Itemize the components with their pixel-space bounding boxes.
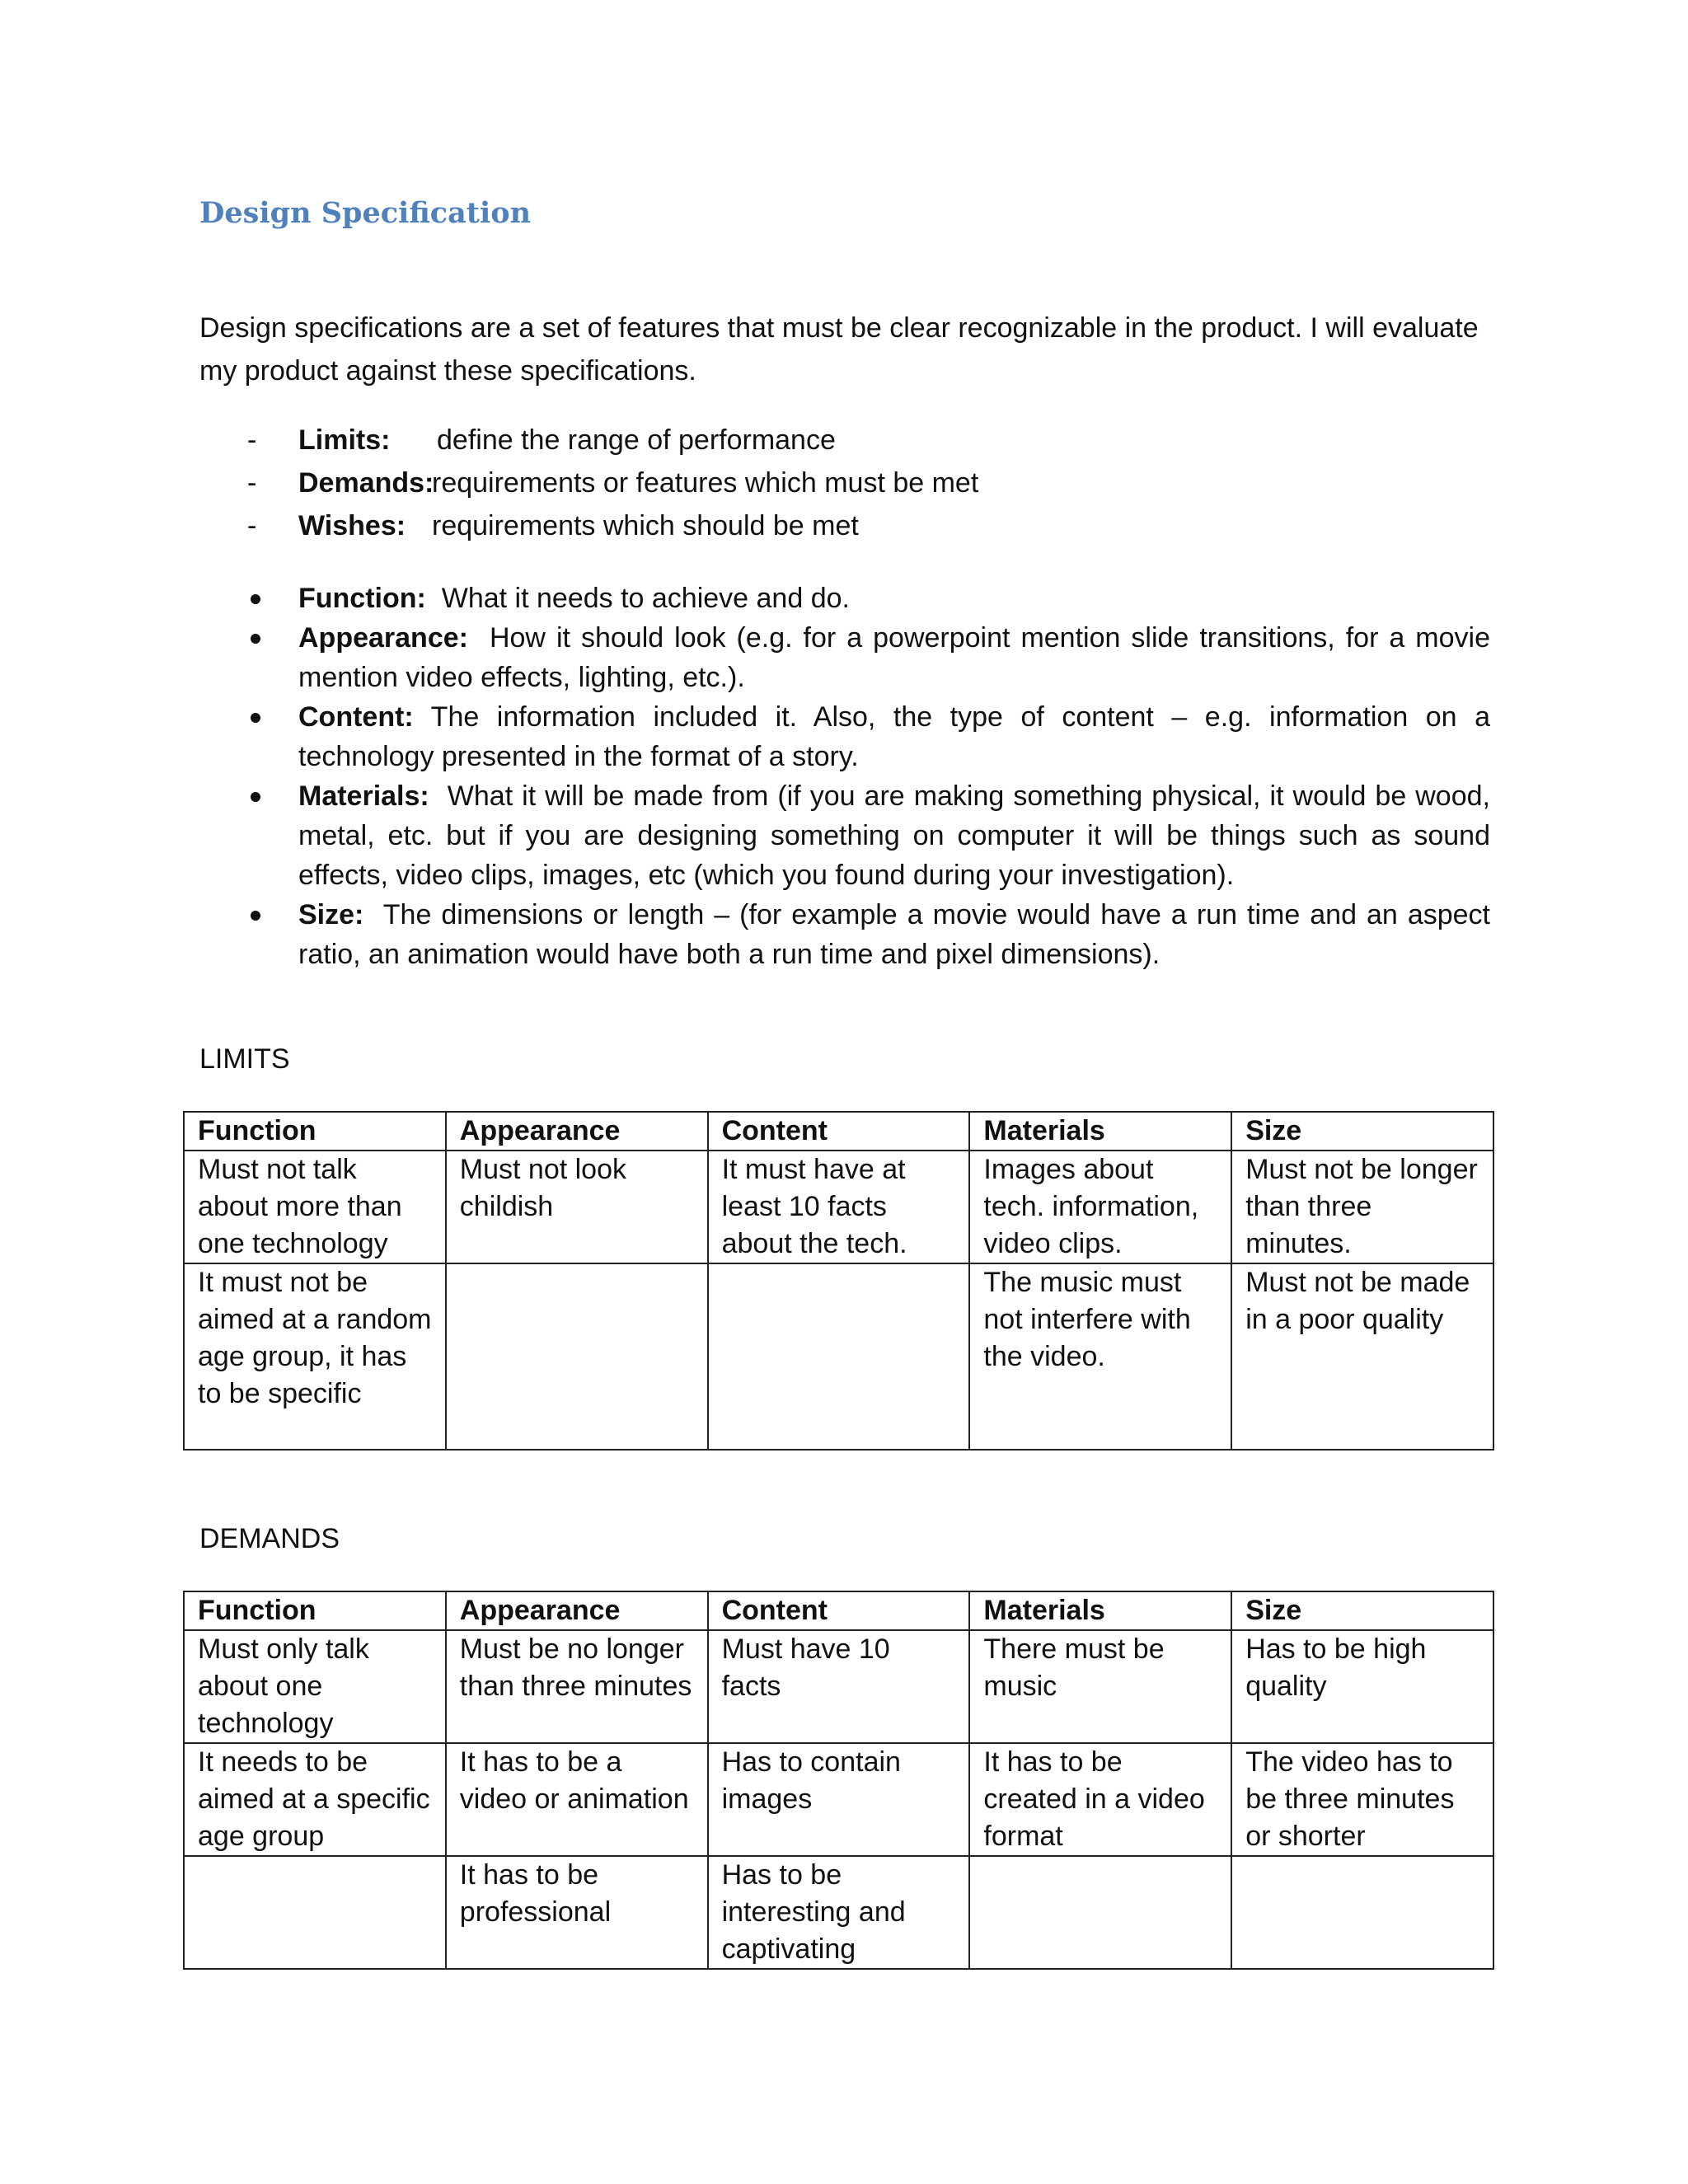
column-header-content: Content <box>708 1112 970 1151</box>
bullet-text: The dimensions or length – (for example a movie would have a run time and an aspect ratio, an animation would have both a run time and pixel dimensions). <box>298 899 1490 970</box>
table-cell: The music must not interfere with the video. <box>969 1263 1231 1450</box>
bullet-item-appearance <box>199 618 1490 697</box>
bullet-item-content <box>199 697 1490 776</box>
intro-paragraph: Design specifications are a set of features that must be clear recognizable in the product. I will evaluate my product against these specifications. <box>199 312 1479 387</box>
bullet-item-size <box>199 895 1490 974</box>
column-header-function: Function <box>184 1591 446 1630</box>
dash-marker: - <box>247 510 257 541</box>
dash-item-label: Demands: <box>298 467 434 499</box>
table-cell: There must be music <box>969 1630 1231 1743</box>
bullet-dot <box>251 713 260 723</box>
table-cell: Must be no longer than three minutes <box>446 1630 708 1743</box>
table-cell <box>708 1263 970 1450</box>
page-title: Design Specification <box>199 196 532 230</box>
bullet-text: What it needs to achieve and do. <box>441 583 850 614</box>
table-row <box>184 1151 1493 1263</box>
column-header-function: Function <box>184 1112 446 1151</box>
table-cell: Has to be interesting and captivating <box>708 1856 970 1969</box>
table-cell: Must not be longer than three minutes. <box>1231 1151 1493 1263</box>
bullet-label: Appearance: <box>298 622 468 654</box>
table-cell: Has to contain images <box>708 1743 970 1856</box>
bullet-item-function <box>199 579 1490 618</box>
table-cell: It must not be aimed at a random age group, it has to be specific <box>184 1263 446 1450</box>
bullet-dot <box>251 792 260 802</box>
dash-item-label: Limits: <box>298 424 391 456</box>
column-header-appearance: Appearance <box>446 1591 708 1630</box>
bullet-text: The information included it. Also, the type of content – e.g. information on a technology presented in the format of a story. <box>298 701 1491 772</box>
table-row <box>184 1630 1493 1743</box>
bullet-dot <box>251 594 260 604</box>
table-cell: It has to be created in a video format <box>969 1743 1231 1856</box>
dash-marker: - <box>247 424 257 456</box>
column-header-content: Content <box>708 1591 970 1630</box>
table-cell: Must not be made in a poor quality <box>1231 1263 1493 1450</box>
table-cell: It needs to be aimed at a specific age group <box>184 1743 446 1856</box>
bullet-text: What it will be made from (if you are making something physical, it would be wood, metal, etc. but if you are designing something on computer it will be things such as sound effects, video clips, images, etc (which you found during your investigation). <box>298 780 1490 891</box>
column-header-size: Size <box>1231 1112 1493 1151</box>
table-row <box>184 1263 1493 1450</box>
table-cell: The video has to be three minutes or shorter <box>1231 1743 1493 1856</box>
dash-item-text: requirements which should be met <box>432 510 859 541</box>
limits-heading: LIMITS <box>199 1043 290 1075</box>
dash-marker: - <box>247 467 257 499</box>
table-cell: Images about tech. information, video clips. <box>969 1151 1231 1263</box>
bullet-label: Function: <box>298 583 426 614</box>
bullet-dot <box>251 634 260 644</box>
table-cell: Has to be high quality <box>1231 1630 1493 1743</box>
table-cell <box>184 1856 446 1969</box>
limits-table <box>183 1111 1494 1451</box>
table-cell: Must only talk about one technology <box>184 1630 446 1743</box>
bullet-list <box>199 579 1490 974</box>
bullet-label: Content: <box>298 701 414 733</box>
column-header-size: Size <box>1231 1591 1493 1630</box>
table-cell: It has to be a video or animation <box>446 1743 708 1856</box>
table-cell <box>969 1856 1231 1969</box>
bullet-text: How it should look (e.g. for a powerpoint mention slide transitions, for a movie mention video effects, lighting, etc.). <box>298 622 1490 693</box>
table-cell: It must have at least 10 facts about the tech. <box>708 1151 970 1263</box>
bullet-label: Materials: <box>298 780 429 812</box>
table-cell: Must have 10 facts <box>708 1630 970 1743</box>
bullet-label: Size: <box>298 899 364 930</box>
bullet-item-materials <box>199 776 1490 895</box>
table-row <box>184 1856 1493 1969</box>
dash-item-text: define the range of performance <box>437 424 836 456</box>
table-header-row <box>184 1591 1493 1630</box>
table-cell <box>446 1263 708 1450</box>
table-row <box>184 1743 1493 1856</box>
dash-item-text: requirements or features which must be met <box>432 467 979 499</box>
column-header-materials: Materials <box>969 1591 1231 1630</box>
table-cell <box>1231 1856 1493 1969</box>
column-header-materials: Materials <box>969 1112 1231 1151</box>
column-header-appearance: Appearance <box>446 1112 708 1151</box>
table-cell: It has to be professional <box>446 1856 708 1969</box>
dash-item-label: Wishes: <box>298 510 406 541</box>
table-cell: Must not look childish <box>446 1151 708 1263</box>
table-header-row <box>184 1112 1493 1151</box>
demands-heading: DEMANDS <box>199 1523 340 1554</box>
table-cell: Must not talk about more than one technology <box>184 1151 446 1263</box>
bullet-dot <box>251 911 260 921</box>
demands-table <box>183 1591 1494 1970</box>
